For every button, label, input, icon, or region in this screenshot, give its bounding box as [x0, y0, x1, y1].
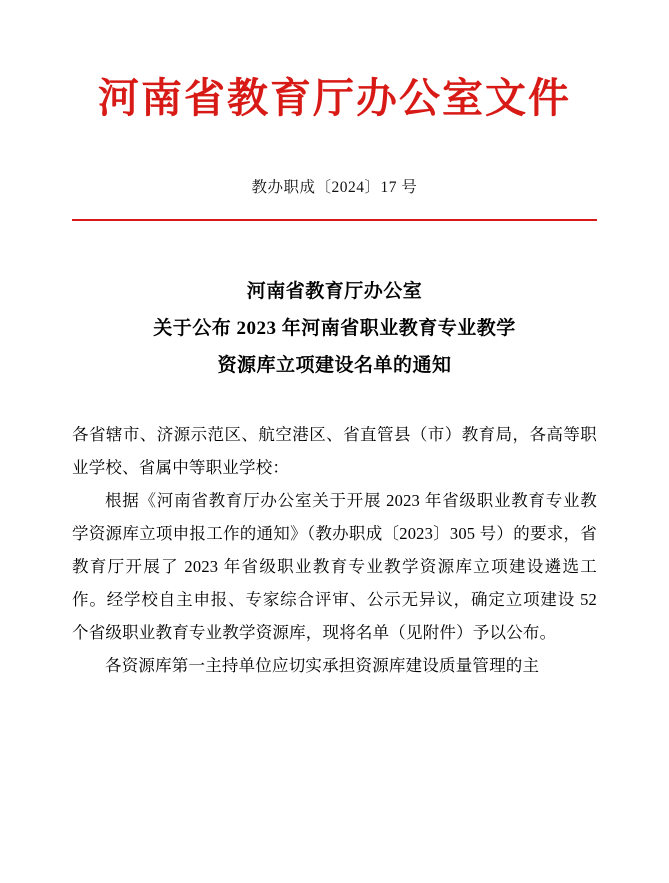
salutation-paragraph: 各省辖市、济源示范区、航空港区、省直管县（市）教育局，各高等职业学校、省属中等职业学校： — [72, 425, 597, 478]
document-subject — [72, 273, 597, 384]
body-paragraph-1: 根据《河南省教育厅办公室关于开展 2023 年省级职业教育专业教学资源库立项申报工作的通知》（教办职成〔2023〕305 号）的要求，省教育厅开展了 2023 年省级职业教育专业教学资源库立项建设遴选工作。经学校自主申报、专家综合评审、公示无异议，确定立项建设 52 个省级职业教育专业教学资源库，现将名单（见附件）予以公布。 — [72, 491, 597, 643]
document-body — [72, 418, 597, 682]
red-divider-rule — [72, 219, 597, 221]
document-page — [0, 74, 669, 883]
subject-line-1: 河南省教育厅办公室 — [246, 281, 423, 303]
document-title: 河南省教育厅办公室文件 — [98, 75, 571, 121]
subject-line-3: 资源库立项建设名单的通知 — [217, 355, 452, 377]
body-paragraph-2: 各资源库第一主持单位应切实承担资源库建设质量管理的主 — [105, 656, 540, 676]
subject-line-2: 关于公布 2023 年河南省职业教育专业教学 — [153, 318, 516, 340]
document-number: 教办职成〔2024〕17 号 — [251, 179, 418, 197]
